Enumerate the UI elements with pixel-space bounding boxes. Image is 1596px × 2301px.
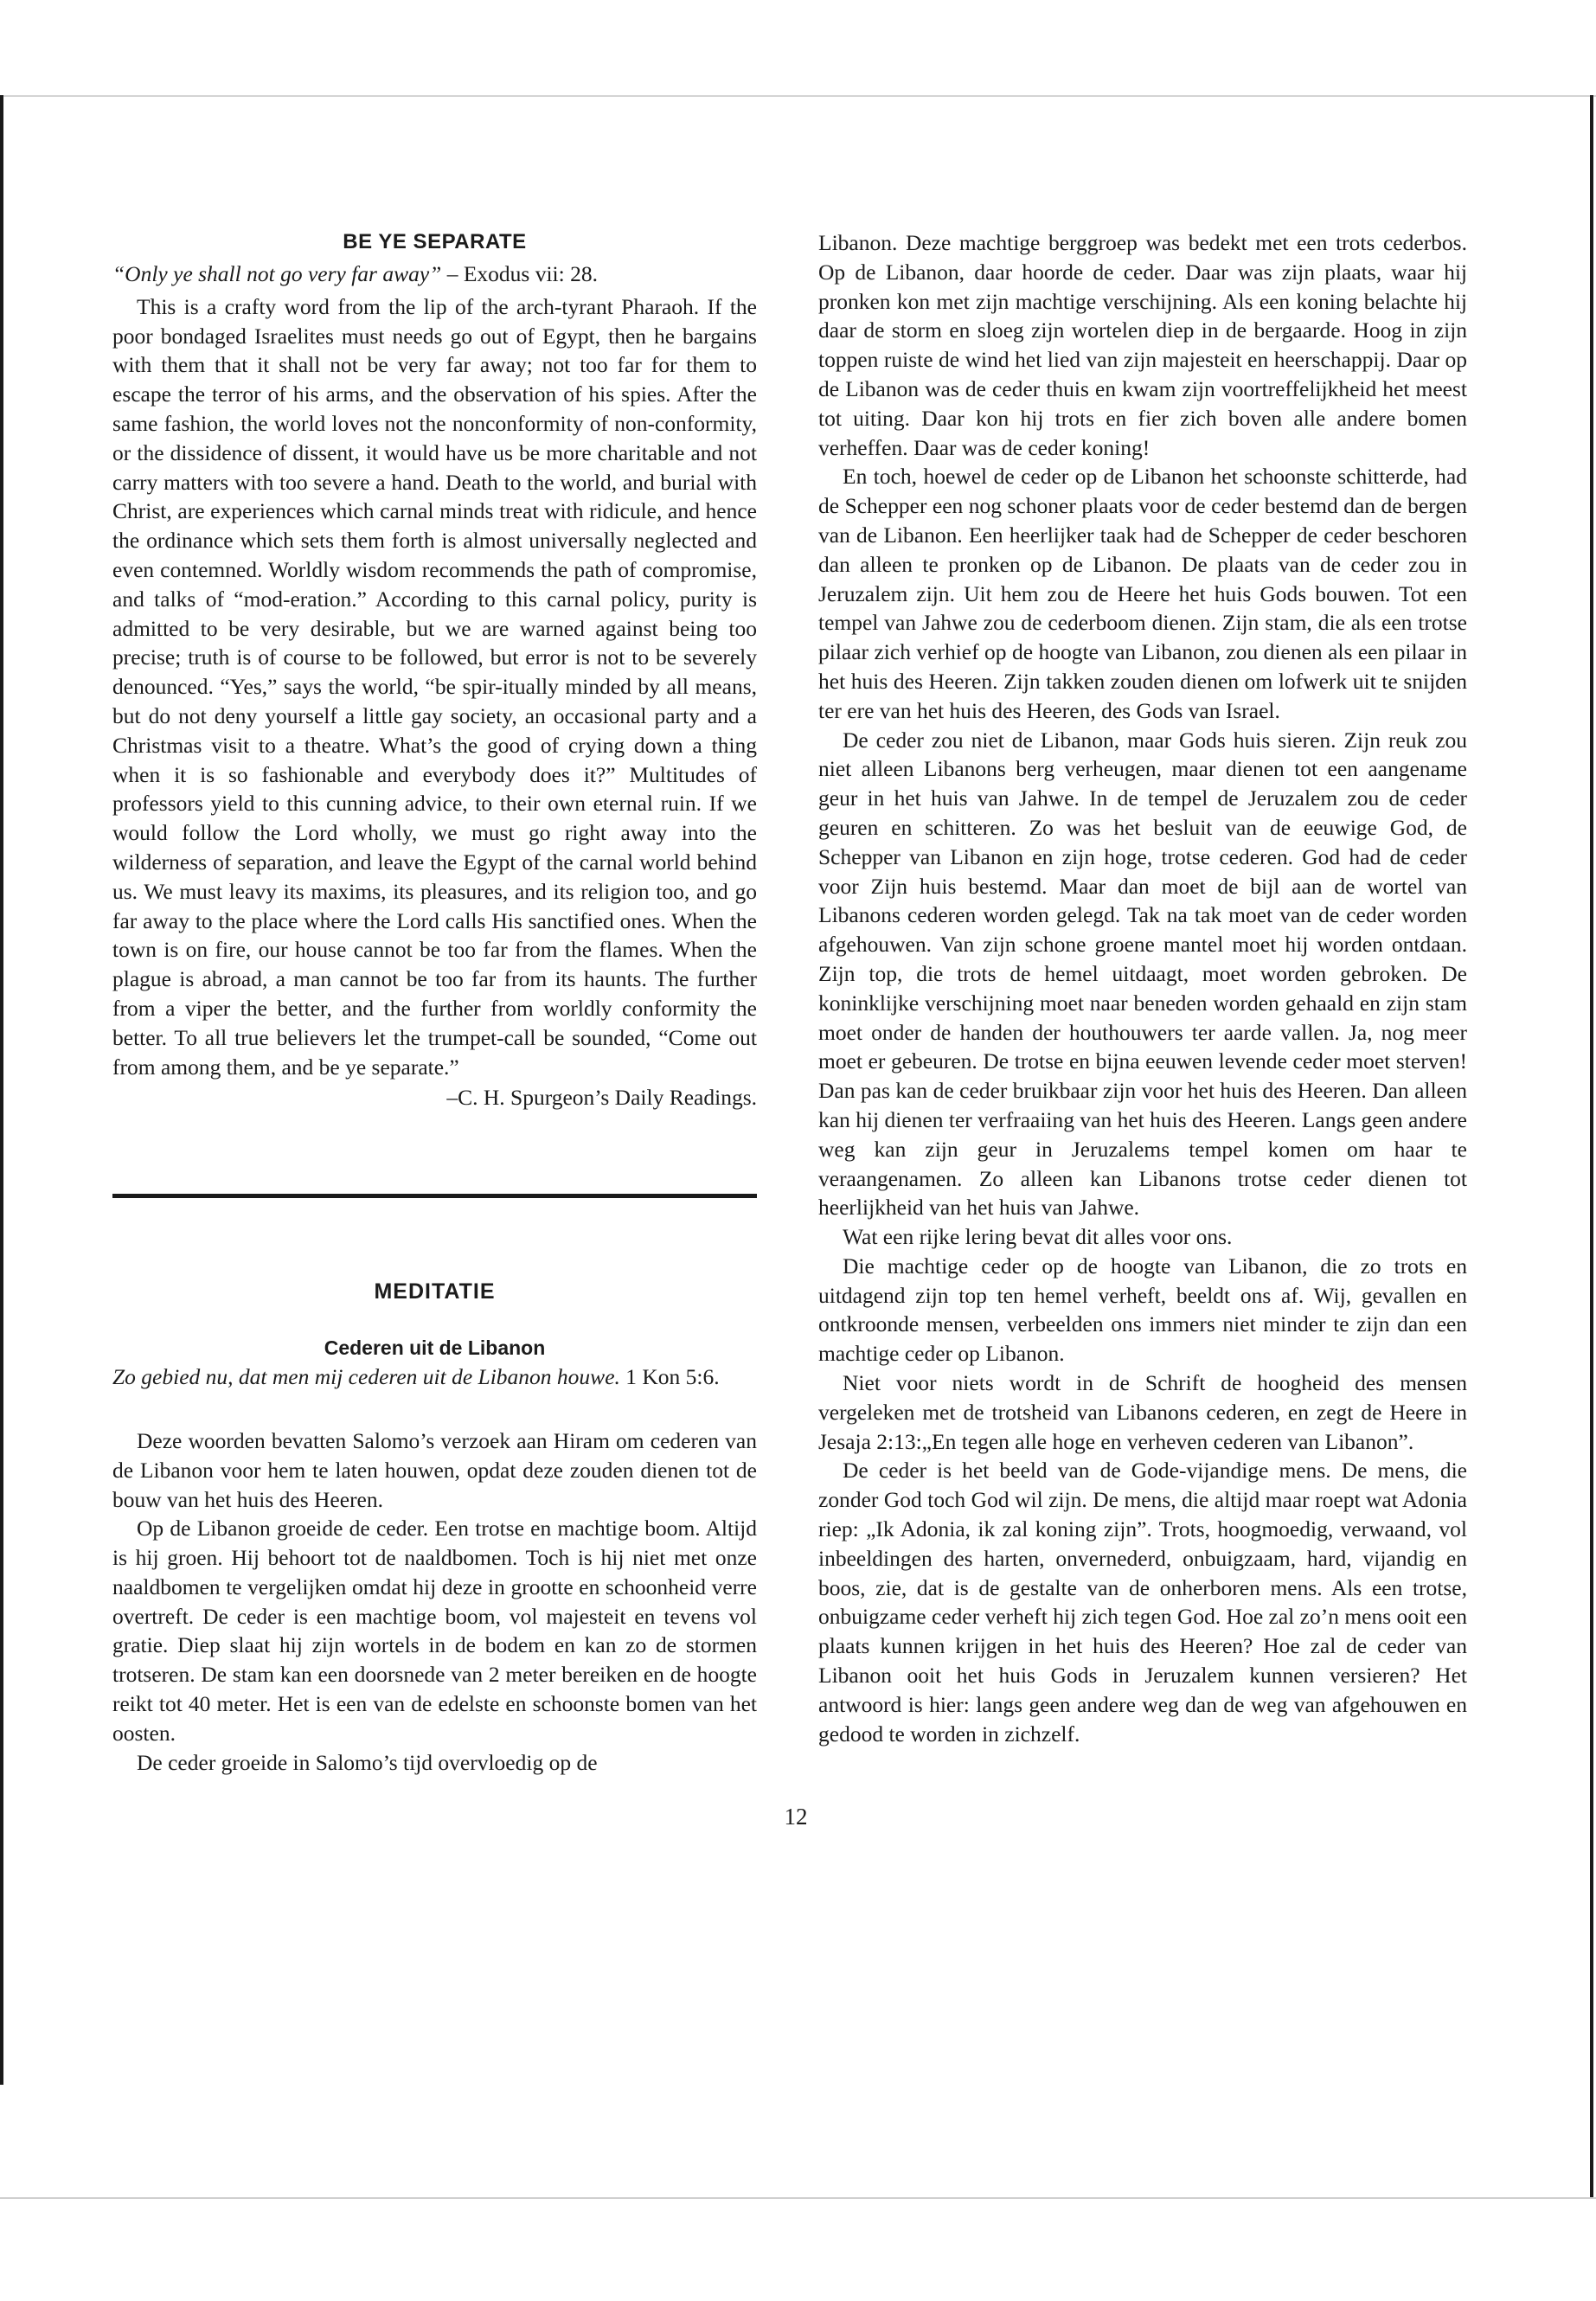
epigraph-quote: “Only ye shall not go very far away” – bbox=[112, 261, 458, 286]
meditation-epigraph-quote: Zo gebied nu, dat men mij cederen uit de Libanon houwe. bbox=[112, 1364, 620, 1390]
meditation-paragraph: Deze woorden bevatten Salomo’s verzoek aan Hiram om cederen van de Libanon voor hem te laten houwen, opdat deze zouden dienen tot de bouw van het huis des Heeren. bbox=[112, 1427, 757, 1512]
page-edge-bottom bbox=[0, 2197, 1596, 2199]
right-paragraph: En toch, hoewel de ceder op de Libanon het schoonste schitterde, had de Schepper een nog schoner plaats voor de ceder bestemd dan de bergen van de Libanon. Een heerlijker taak had de Schepper de ceder beschoren dan alleen te pronken op de Libanon. De plaats van de ceder zou in Jeruzalem zijn. Uit hem zou de Heere het huis Gods bouwen. Tot een tempel van Jahwe zou de cederboom dienen. Zijn stam, die als een trotse pilaar zich verhief op de hoogte van Libanon, zou dienen als een pilaar in het huis des Heeren. Zijn takken zouden dienen om lofwerk uit te snijden ter ere van het huis des Heeren, des Gods van Israel. bbox=[818, 464, 1467, 723]
article-epigraph bbox=[112, 260, 757, 289]
meditation-heading: MEDITATIE bbox=[374, 1279, 496, 1304]
right-paragraph: Niet voor niets wordt in de Schrift de hoogheid des mensen vergeleken met de trotsheid van Libanons cederen, en zegt de Heere in Jesaja 2:13:„En tegen alle hoge en verheven cederen van Libanon”. bbox=[818, 1370, 1467, 1454]
meditation-paragraph: Op de Libanon groeide de ceder. Een trotse en machtige boom. Altijd is hij groen. Hij behoort tot de naaldbomen. Toch is hij niet met onze naaldbomen te vergelijken omdat hij deze in grootte en schoonheid verre overtreft. De ceder is een machtige boom, vol majesteit en tevens vol gratie. Diep slaat hij zijn wortels in de bodem en kan zo de stormen trotseren. De stam kan een doorsnede van 2 meter bereiken en de hoogte reikt tot 40 meter. Het is een van de edelste en schoonste bomen van het oosten. bbox=[112, 1516, 757, 1746]
epigraph-reference: Exodus vii: 28. bbox=[463, 261, 598, 286]
right-paragraph: De ceder is het beeld van de Gode-vijandige mens. De mens, die zonder God toch God wil zijn. De mens, die altijd maar roept wat Adonia riep: „Ik Adonia, ik zal koning zijn”. Trots, hoogmoedig, verwaand, vol inbeeldingen des harten, onvernederd, onbuigzaam, hard, vijandig en boos, zie, dat is de gestalte van de onherboren mens. Als een trotse, onbuigzame ceder verheft hij zich tegen God. Hoe zal zo’n mens ooit een plaats kunnen krijgen in het huis des Heeren? Hoe zal de ceder van Libanon ooit het huis Gods in Jeruzalem kunnen versieren? Het antwoord is hier: langs geen andere weg dan de weg van afgehouwen en gedood te worden in zichzelf. bbox=[818, 1458, 1467, 1747]
article-heading: BE YE SEPARATE bbox=[343, 230, 527, 253]
meditation-epigraph bbox=[112, 1362, 757, 1392]
section-divider bbox=[112, 1194, 757, 1198]
meditation-epigraph-reference: 1 Kon 5:6. bbox=[625, 1364, 720, 1390]
right-paragraph: Die machtige ceder op de hoogte van Libanon, die zo trots en uitdagend zijn top ten hemel verheft, beeldt ons af. Wij, gevallen en ontkroonde mensen, verbeelden ons immers niet minder te zijn dan een machtige ceder op Libanon. bbox=[818, 1253, 1467, 1367]
right-paragraph: De ceder zou niet de Libanon, maar Gods huis sieren. Zijn reuk zou niet alleen Libanons berg verheugen, maar dienen tot een aangename geur in het huis van Jahwe. In de tempel de Jeruzalem zou de ceder geuren en schitteren. Zo was het besluit van de eeuwige God, de Schepper van Libanon en zijn hoge, trotse cederen. God had de ceder voor Zijn huis bestemd. Maar dan moet de bijl aan de wortel van Libanons cederen worden gelegd. Tak na tak moet van de ceder worden afgehouwen. Van zijn schone groene mantel moet hij worden ontdaan. Zijn top, die trots de hemel uitdaagt, moet worden gebroken. De koninklijke verschijning moet naar beneden worden gehaald en zijn stam moet onder de handen der houthouwers ter aarde vallen. Ja, nog meer moet er gebeuren. De trotse en bijna eeuwen levende ceder moet sterven! Dan pas kan de ceder bruikbaar zijn voor het huis des Heeren. Dan alleen kan hij dienen ter verfraaiing van het huis des Heeren. Langs geen andere weg kan zijn geur in Jeruzalems tempel komen om haar te veraangenamen. Zo alleen kan Libanons trotse ceder dienen tot heerlijkheid van het huis van Jahwe. bbox=[818, 727, 1467, 1221]
article-body: This is a crafty word from the lip of the arch-tyrant Pharaoh. If the poor bondaged Israelites must needs go out of Egypt, then he bargains with them that it shall not be very far away; not too far for them to escape the terror of his arms, and the observation of his spies. After the same fashion, the world loves not the nonconformity of non-conformity, or the dissidence of dissent, it would have us be more charitable and not carry matters with too severe a hand. Death to the world, and burial with Christ, are experiences which carnal minds treat with ridicule, and hence the ordinance which sets them forth is almost universally neglected and even contemned. Worldly wisdom recommends the path of compromise, and talks of “mod-eration.” According to this carnal policy, purity is admitted to be very desirable, but we are warned against being too precise; truth is of course to be followed, but error is not to be severely denounced. “Yes,” says the world, “be spir-itually minded by all means, but do not deny yourself a little gay society, an occasional party and a Christmas visit to a theatre. What’s the good of crying down a thing when it is so fashionable and everybody does it?” Multitudes of professors yield to this cunning advice, to their own eternal ruin. If we would follow the Lord wholly, we must go right away into the wilderness of separation, and leave the Egypt of the carnal world behind us. We must leavy its maxims, its pleasures, and its religion too, and go far away to the place where the Lord calls His sanctified ones. When the town is on fire, our house cannot be too far from the flames. When the plague is abroad, a man cannot be too far from its haunts. The further from a viper the better, and the further from worldly conformity the better. To all true believers let the trumpet-call be sounded, “Come out from among them, and be ye separate.” bbox=[112, 293, 757, 1080]
page-number: 12 bbox=[784, 1804, 808, 1830]
right-paragraph: Wat een rijke lering bevat dit alles voor ons. bbox=[843, 1224, 1233, 1250]
page-edge-right bbox=[1590, 95, 1593, 2197]
meditation-subheading: Cederen uit de Libanon bbox=[324, 1336, 546, 1360]
meditation-paragraph: De ceder groeide in Salomo’s tijd overvloedig op de bbox=[137, 1749, 598, 1775]
page-edge-left bbox=[0, 95, 3, 2085]
page-edge-top bbox=[0, 95, 1596, 97]
article-signature: –C. H. Spurgeon’s Daily Readings. bbox=[446, 1085, 757, 1111]
left-column bbox=[112, 225, 757, 1777]
right-paragraph: Libanon. Deze machtige berggroep was bedekt met een trots cederbos. Op de Libanon, daar hoorde de ceder. Daar was zijn plaats, waar hij pronken kon met zijn machtige verschijning. Als een koning belachte hij daar de storm en sloeg zijn wortelen diep in de bergaarde. Hoog in zijn toppen ruiste de wind het lied van zijn majesteit en heerschappij. Daar op de Libanon was de ceder thuis en kwam zijn voortreffelijkheid het meest tot uiting. Daar kon hij trots en fier zich boven alle andere bomen verheffen. Daar was de ceder koning! bbox=[818, 230, 1467, 460]
right-column bbox=[818, 228, 1467, 1748]
